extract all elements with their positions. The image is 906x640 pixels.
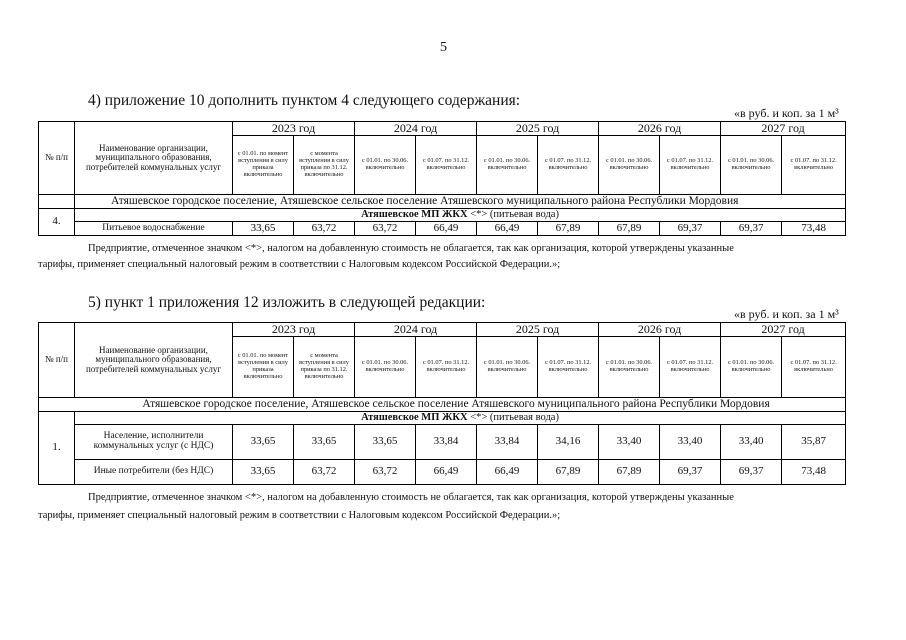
- year-header: 2027 год: [721, 323, 846, 337]
- period-header: с 01.01. по 30.06. включительно: [721, 336, 782, 397]
- footnote-line-2: тарифы, применяет специальный налоговый режим в соответствии с Налоговым кодексом Российской Федерации.»;: [38, 510, 561, 521]
- year-header: 2025 год: [477, 122, 599, 136]
- period-header: с момента вступления в силу приказа по 31.12. включительно: [294, 336, 355, 397]
- year-header: 2025 год: [477, 323, 599, 337]
- tariff-value: 69,37: [721, 460, 782, 485]
- tariff-table-appendix-10: [38, 121, 846, 236]
- organization-name: Атяшевское МП ЖКХ: [361, 209, 468, 221]
- tariff-value: 33,40: [599, 425, 660, 460]
- period-header: с 01.07. по 31.12. включительно: [538, 135, 599, 194]
- period-header: с 01.01. по момент вступления в силу приказа включительно: [233, 135, 294, 194]
- tariff-value: 67,89: [538, 222, 599, 236]
- col-header-name: Наименование организации, муниципального образования, потребителей коммунальных услуг: [75, 122, 233, 195]
- tariff-value: 66,49: [477, 460, 538, 485]
- tariff-value: 33,84: [416, 425, 477, 460]
- section-5-heading: 5) пункт 1 приложения 12 изложить в следующей редакции:: [88, 294, 486, 311]
- period-header: с 01.07. по 31.12. включительно: [416, 135, 477, 194]
- footnote-line-1: Предприятие, отмеченное значком <*>, налогом на добавленную стоимость не облагается, так как организация, которой утверждены указанные: [88, 492, 734, 503]
- year-header: 2024 год: [355, 122, 477, 136]
- period-header: с 01.07. по 31.12. включительно: [416, 336, 477, 397]
- tariff-value: 66,49: [416, 460, 477, 485]
- section-4-heading: 4) приложение 10 дополнить пунктом 4 следующего содержания:: [88, 92, 521, 109]
- units-label: «в руб. и коп. за 1 м³: [734, 106, 839, 120]
- col-header-name: Наименование организации, муниципального образования, потребителей коммунальных услуг: [75, 323, 233, 398]
- period-header: с 01.01. по 30.06. включительно: [355, 135, 416, 194]
- tariff-value: 66,49: [416, 222, 477, 236]
- tariff-value: 67,89: [538, 460, 599, 485]
- footnote-line-2: тарифы, применяет специальный налоговый режим в соответствии с Налоговым кодексом Российской Федерации.»;: [38, 259, 561, 270]
- units-label: «в руб. и коп. за 1 м³: [734, 307, 839, 321]
- tariff-value: 67,89: [599, 222, 660, 236]
- period-header: с 01.01. по момент вступления в силу приказа включительно: [233, 336, 294, 397]
- region-row: Атяшевское городское поселение, Атяшевское сельское поселение Атяшевского муниципального района Республики Мордовия: [39, 398, 846, 412]
- tariff-value: 33,40: [660, 425, 721, 460]
- tariff-value: 33,84: [477, 425, 538, 460]
- year-header: 2026 год: [599, 122, 721, 136]
- organization-suffix: <*> (питьевая вода): [470, 209, 559, 221]
- period-header: с 01.07. по 31.12. включительно: [660, 336, 721, 397]
- consumer-label: Иные потребители (без НДС): [75, 460, 233, 485]
- period-header: с 01.01. по 30.06. включительно: [599, 336, 660, 397]
- consumer-label: Население, исполнители коммунальных услуг (с НДС): [75, 425, 233, 460]
- tariff-value: 69,37: [660, 460, 721, 485]
- col-header-number: № п/п: [39, 122, 75, 195]
- tariff-value: 63,72: [355, 460, 416, 485]
- year-header: 2026 год: [599, 323, 721, 337]
- tariff-value: 73,48: [782, 460, 846, 485]
- period-header: с 01.07. по 31.12. включительно: [538, 336, 599, 397]
- year-header: 2027 год: [721, 122, 846, 136]
- tariff-value: 66,49: [477, 222, 538, 236]
- footnote-line-1: Предприятие, отмеченное значком <*>, налогом на добавленную стоимость не облагается, так как организация, которой утверждены указанные: [88, 243, 734, 254]
- tariff-value: 63,72: [294, 460, 355, 485]
- period-header: с 01.07. по 31.12. включительно: [660, 135, 721, 194]
- year-header: 2024 год: [355, 323, 477, 337]
- tariff-value: 73,48: [782, 222, 846, 236]
- tariff-value: 69,37: [660, 222, 721, 236]
- tariff-value: 67,89: [599, 460, 660, 485]
- tariff-value: 33,65: [233, 460, 294, 485]
- period-header: с 01.07. по 31.12. включительно: [782, 135, 846, 194]
- region-row: Атяшевское городское поселение, Атяшевское сельское поселение Атяшевского муниципального района Республики Мордовия: [75, 195, 846, 209]
- tariff-value: 33,40: [721, 425, 782, 460]
- organization-row: [75, 412, 846, 425]
- tariff-value: 33,65: [294, 425, 355, 460]
- tariff-value: 33,65: [355, 425, 416, 460]
- period-header: с момента вступления в силу приказа по 31.12. включительно: [294, 135, 355, 194]
- row-number: 4.: [39, 209, 75, 236]
- tariff-value: 63,72: [294, 222, 355, 236]
- year-header: 2023 год: [233, 122, 355, 136]
- period-header: с 01.07. по 31.12. включительно: [782, 336, 846, 397]
- col-header-number: № п/п: [39, 323, 75, 398]
- tariff-table-appendix-12: [38, 322, 846, 485]
- period-header: с 01.01. по 30.06. включительно: [721, 135, 782, 194]
- tariff-value: 69,37: [721, 222, 782, 236]
- tariff-value: 33,65: [233, 222, 294, 236]
- period-header: с 01.01. по 30.06. включительно: [355, 336, 416, 397]
- organization-suffix: <*> (питьевая вода): [470, 412, 559, 424]
- tariff-value: 63,72: [355, 222, 416, 236]
- tariff-value: 34,16: [538, 425, 599, 460]
- organization-name: Атяшевское МП ЖКХ: [361, 412, 468, 424]
- page-number: 5: [440, 40, 447, 55]
- tariff-value: 35,87: [782, 425, 846, 460]
- period-header: с 01.01. по 30.06. включительно: [477, 336, 538, 397]
- year-header: 2023 год: [233, 323, 355, 337]
- tariff-value: 33,65: [233, 425, 294, 460]
- period-header: с 01.01. по 30.06. включительно: [477, 135, 538, 194]
- period-header: с 01.01. по 30.06. включительно: [599, 135, 660, 194]
- organization-row: [75, 209, 846, 222]
- row-number: 1.: [39, 412, 75, 485]
- consumer-label: Питьевое водоснабжение: [75, 222, 233, 236]
